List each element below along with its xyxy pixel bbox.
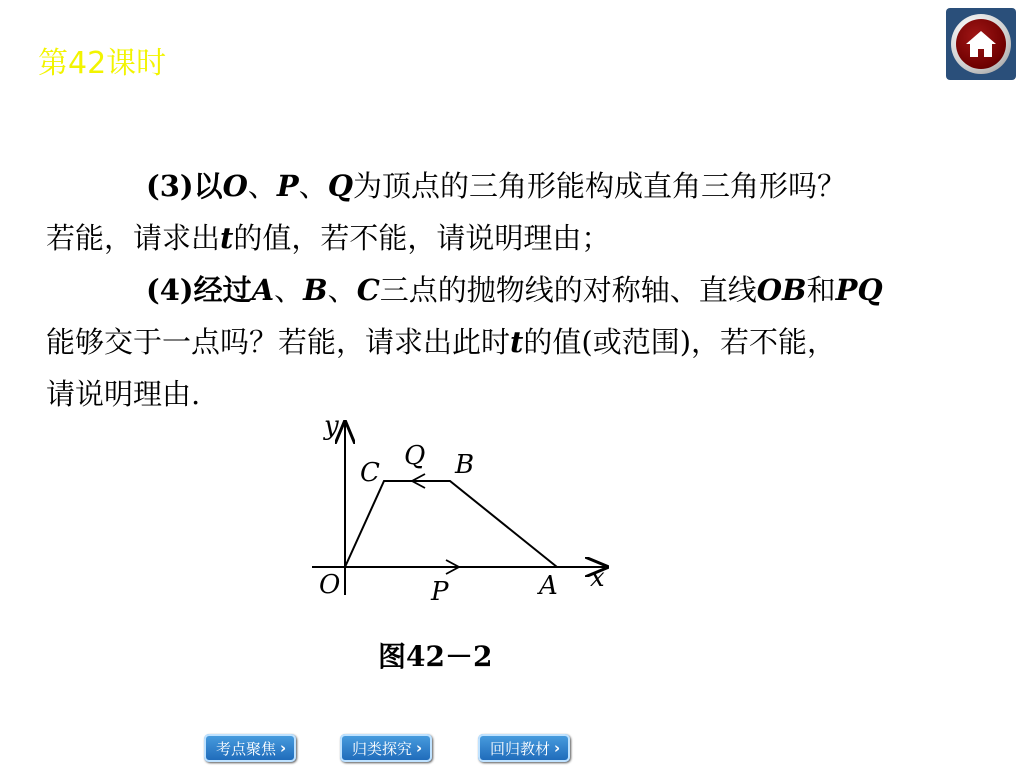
label-a: A [539,571,558,601]
question-3-line1: (3)以O、P、Q为顶点的三角形能构成直角三角形吗？ [146,169,847,203]
question-4-line3: 请说明理由. [46,377,201,411]
home-icon [964,29,998,59]
chevron-right-icon: › [416,739,423,757]
nav-button-guilei[interactable]: 归类探究 › [340,734,432,762]
home-button[interactable] [946,8,1016,80]
chevron-right-icon: › [280,739,287,757]
chevron-right-icon: › [554,739,561,757]
label-b: B [455,450,475,480]
trapezoid-figure [300,410,630,610]
label-x: x [590,563,605,593]
label-q: Q [404,441,426,471]
nav-button-kaodian[interactable]: 考点聚焦 › [204,734,296,762]
problem-text [46,160,976,420]
question-4-line2: 能够交于一点吗？若能，请求出此时t的值(或范围)，若不能， [46,325,837,359]
lesson-title: 第42课时 [38,46,167,81]
nav-button-huigui[interactable]: 回归教材 › [478,734,570,762]
figure-caption: 图42－2 [378,640,493,673]
trapezoid-outline [345,481,557,567]
label-y: y [324,411,339,441]
label-o: O [319,570,341,600]
label-c: C [360,458,380,488]
label-p: P [431,577,449,607]
question-3-line2: 若能，请求出t的值，若不能，请说明理由； [46,221,611,255]
question-4-line1: (4)经过A、B、C三点的抛物线的对称轴、直线OB和PQ [146,273,883,307]
